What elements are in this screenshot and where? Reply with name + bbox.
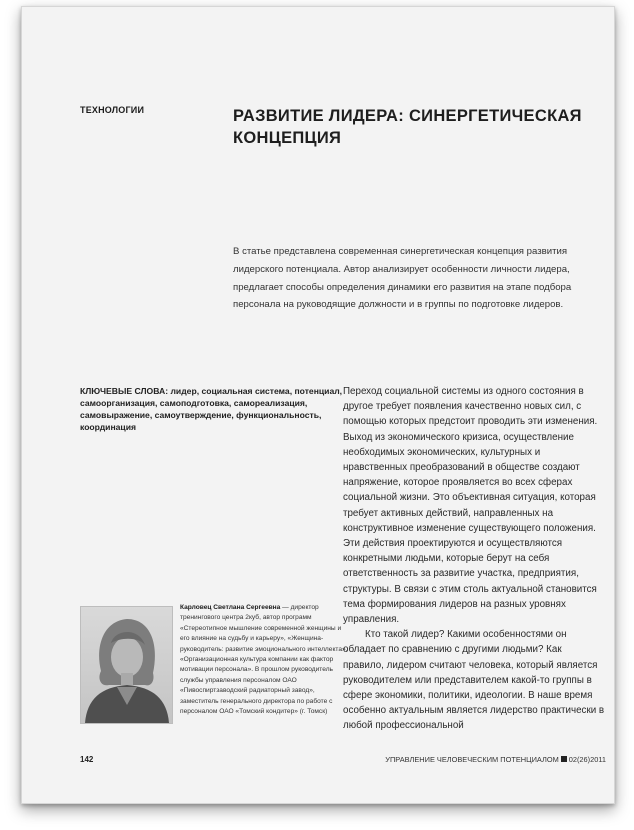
section-label: ТЕХНОЛОГИИ xyxy=(80,105,145,115)
body-text xyxy=(343,384,605,734)
keywords: КЛЮЧЕВЫЕ СЛОВА: лидер, социальная система, потенциал, самоорганизация, самоподготовка, самореализация, самовыражение, самоутверждение, функциональность, координация xyxy=(80,386,343,432)
author-portrait-image xyxy=(81,607,172,723)
page-number: 142 xyxy=(80,755,94,764)
journal-page xyxy=(21,6,615,804)
body-paragraph-2: Кто такой лидер? Какими особенностями он обладает по сравнению с другими людьми? Как правило, лидером считают человека, который является руководителем или представителем какой-то группы в сфере экономики, политики, идеологии. В наше время особенно актуальным является лидерство практически в любой профессиональной xyxy=(343,629,605,732)
body-paragraph-1: Переход социальной системы из одного состояния в другое требует появления качественно новых сил, с помощью которых предстоит проводить эти изменения. Выход из экономического кризиса, осуществление необходимых экономических, культурных и нравственных преобразований в обществе создают напряжение, которое проявляется во всех сферах социальной жизни. Это объективная ситуация, которая требует активных действий, направленных на конструктивное изменение существующего положения. Эти действия проектируются и осуществляются конкретными людьми, которые берут на себя ответственность за развитие участка, предприятия, структуры. В связи с этим столь актуальной становится тема формирования лидеров на разных уровнях управления. xyxy=(343,386,598,626)
issue-number: 02(26)2011 xyxy=(568,755,606,764)
article-title xyxy=(233,105,603,149)
square-separator-icon xyxy=(561,756,567,762)
abstract: В статье представлена современная синергетическая концепция развития лидерского потенциала. Автор анализирует особенности личности лидера, предлагает способы определения динамики его развития на этапе подбора персонала на руководящие должности и в группы по подготовке лидеров. xyxy=(233,246,572,311)
author-bio xyxy=(180,603,348,717)
author-photo xyxy=(80,606,173,724)
author-description: — директор тренингового центра 2куб, автор программ «Стереотипное мышление современной женщины и его влияние на судьбу и карьеру», «Женщина-руководитель: развитие эмоционального интеллекта», «Организационная культура компании как фактор мотивации персонала». В прошлом руководитель службы управления персоналом ОАО «Пивоспиртзаводский радиаторный завод», заместитель генерального директора по работе с персоналом ОАО «Томский кондитер» (г. Томск) xyxy=(180,604,348,716)
journal-name: УПРАВЛЕНИЕ ЧЕЛОВЕЧЕСКИМ ПОТЕНЦИАЛОМ xyxy=(385,755,559,764)
title-line-1: РАЗВИТИЕ ЛИДЕРА: СИНЕРГЕТИЧЕСКАЯ xyxy=(233,107,582,125)
title-line-2: КОНЦЕПЦИЯ xyxy=(233,129,342,147)
running-footer xyxy=(385,755,606,764)
author-name: Карловец Светлана Сергеевна xyxy=(180,604,281,611)
